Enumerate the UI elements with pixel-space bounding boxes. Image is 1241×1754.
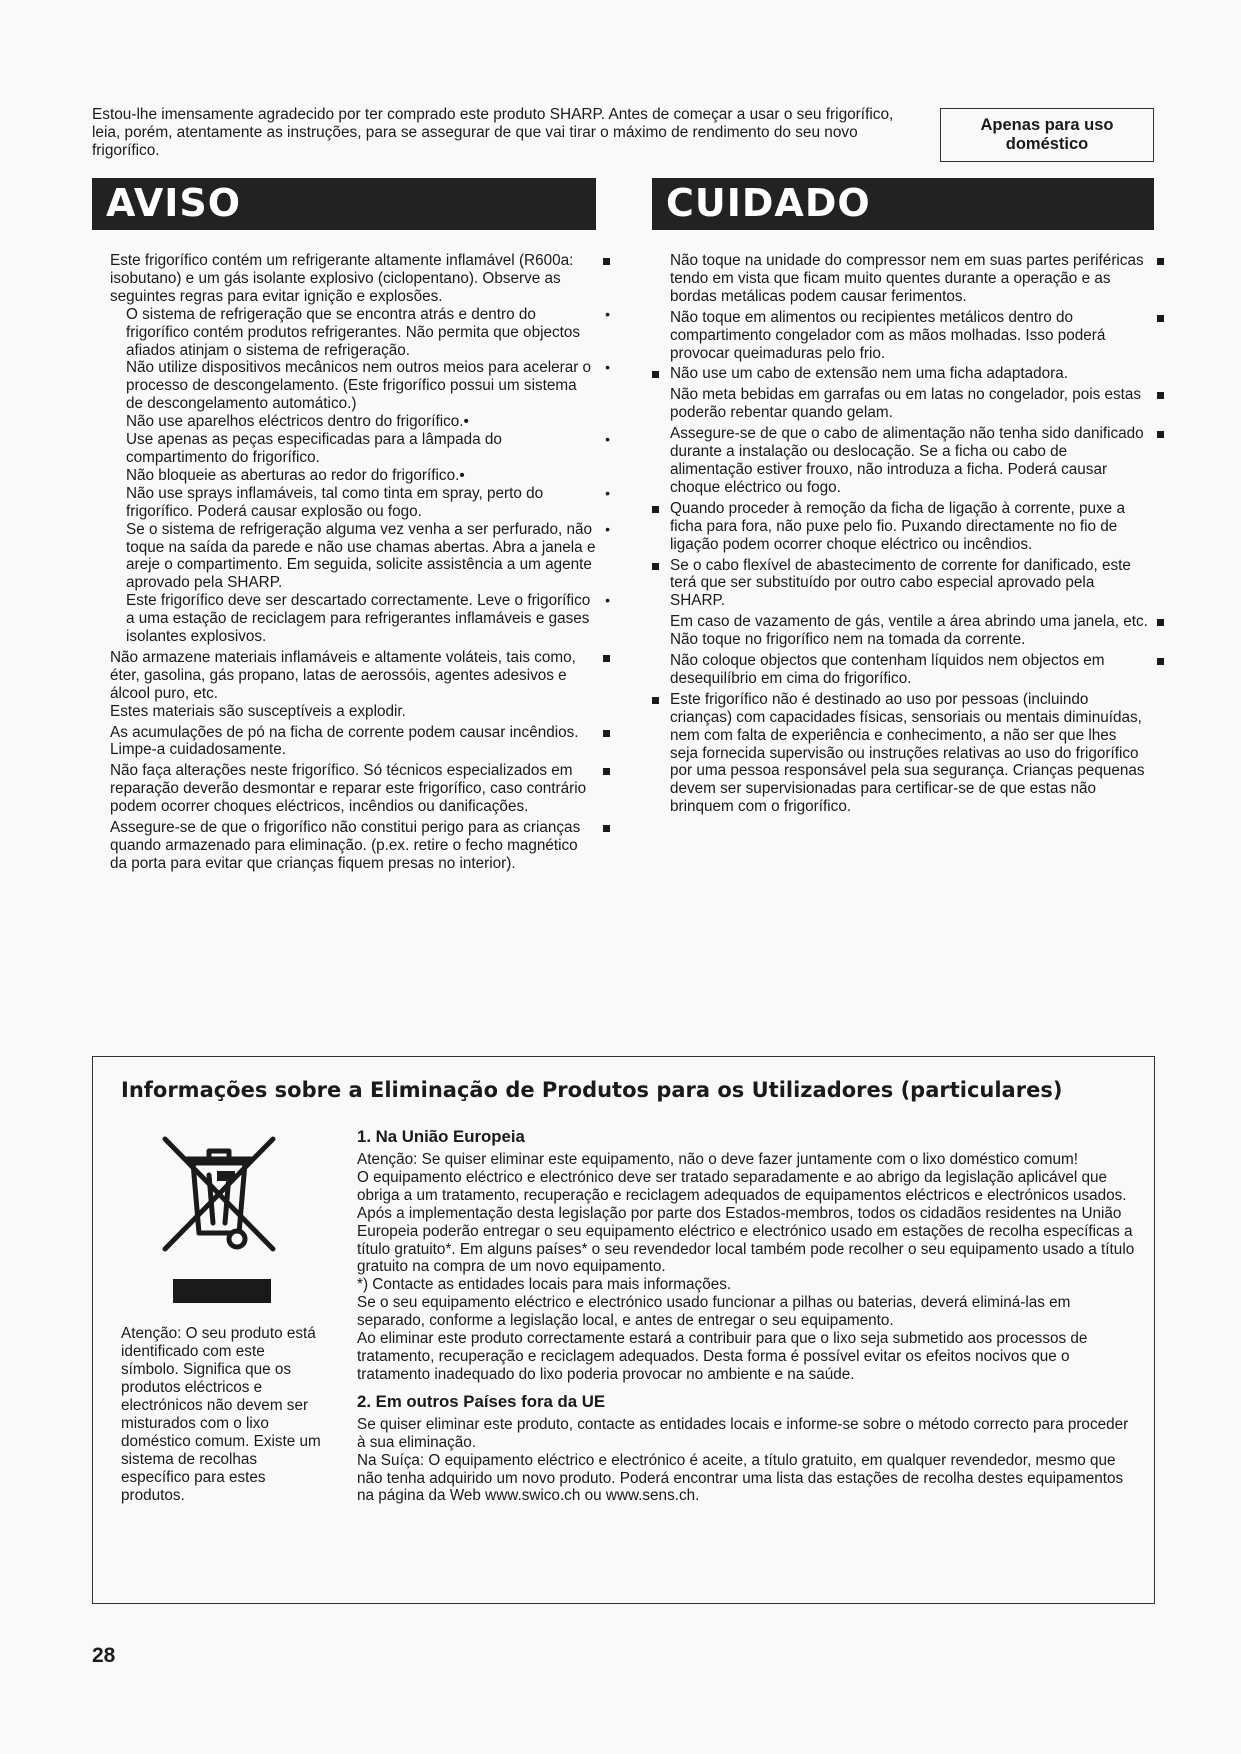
- cuidado-item: [640, 365, 1160, 383]
- cuidado-banner: CUIDADO: [652, 178, 1154, 230]
- aviso-item-text: Estes materiais são susceptíveis a explodir.: [110, 702, 406, 720]
- aviso-item: [110, 592, 610, 646]
- cuidado-item-text: Não toque na unidade do compressor nem em suas partes periféricas tendo em vista que ficam muito quentes durante a operação e as bordas metálicas podem causar ferimentos.: [670, 252, 1144, 305]
- page-number: 28: [92, 1644, 116, 1667]
- square-bullet-icon: [603, 655, 610, 662]
- aviso-item-text: Não bloqueie as aberturas ao redor do frigorífico.•: [126, 466, 465, 484]
- aviso-item-text: Use apenas as peças especificadas para a lâmpada do compartimento do frigorífico.: [126, 431, 502, 466]
- aviso-item-text: Este frigorífico contém um refrigerante altamente inflamável (R600a: isobutano) e um gás isolante explosivo (ciclopentano). Observe as seguintes regras para evitar ignição e explosões.: [110, 252, 574, 305]
- aviso-item-text: Assegure-se de que o frigorífico não constitui perigo para as crianças quando armazenado para eliminação. (p.ex. retire o fecho magnético da porta para evitar que crianças fiquem presas no interior).: [110, 819, 581, 872]
- aviso-item: [110, 431, 610, 467]
- square-bullet-icon: [603, 768, 610, 775]
- dot-bullet-icon: •: [605, 520, 610, 537]
- aviso-item: [110, 467, 610, 485]
- cuidado-list: [640, 252, 1160, 816]
- aviso-item-text: Não faça alterações neste frigorífico. Só técnicos especializados em reparação deverão desmontar e reparar este frigorífico, caso contrário podem ocorrer choques eléctricos, incêndios ou danificações.: [110, 762, 587, 816]
- cuidado-item: [640, 652, 1160, 688]
- aviso-item: [110, 306, 610, 360]
- aviso-item: [110, 521, 610, 593]
- intro-text: Estou-lhe imensamente agradecido por ter comprado este produto SHARP. Antes de começar a usar o seu frigorífico, leia, porém, atentamente as instruções, para se assegurar de que vai tirar o máximo de rendimento do seu novo frigorífico.: [92, 106, 894, 159]
- square-bullet-icon: [1157, 258, 1164, 265]
- section-paragraph: Se o seu equipamento eléctrico e electrónico usado funcionar a pilhas ou baterias, deverá eliminá-las em separado, conforme a legislação local, e antes de entregar o seu equipamento.: [357, 1294, 1071, 1330]
- cuidado-item: [640, 613, 1160, 649]
- cuidado-item-text: Este frigorífico não é destinado ao uso por pessoas (incluindo crianças) com capacidades físicas, sensoriais ou mentais diminuídas, nem com falta de experiência e conhecimento, a não ser que lhes seja fornecida supervisão ou instruções relativas ao uso do frigorífico por uma pessoa responsável pela sua segurança. Crianças pequenas devem ser supervisionadas para certificar-se de que estas não brinquem com o frigorífico.: [670, 690, 1145, 816]
- cuidado-item-text: Se o cabo flexível de abastecimento de corrente for danificado, este terá que ser substituído por outro cabo especial aprovado pela SHARP.: [670, 556, 1131, 610]
- aviso-item: [110, 252, 610, 306]
- cuidado-item-text: Em caso de vazamento de gás, ventile a área abrindo uma janela, etc. Não toque no frigorífico nem na tomada da corrente.: [670, 613, 1148, 649]
- cuidado-item: [640, 425, 1160, 497]
- domestic-use-label: Apenas para uso doméstico: [940, 108, 1154, 162]
- aviso-item: [110, 819, 610, 873]
- aviso-item: [110, 724, 610, 760]
- symbol-bar: [173, 1279, 271, 1303]
- cuidado-item-text: Não use um cabo de extensão nem uma ficha adaptadora.: [670, 365, 1068, 383]
- section-paragraph: Ao eliminar este produto correctamente estará a contribuir para que o lixo seja submetido aos processos de tratamento, recuperação e reciclagem adequados. Desta forma é possível evitar os efeitos nocivos que o tratamento inadequado do lixo poderia provocar no ambiente e na saúde.: [357, 1330, 1088, 1383]
- square-bullet-icon: [1157, 392, 1164, 399]
- disposal-title: Informações sobre a Eliminação de Produtos para os Utilizadores (particulares): [121, 1078, 1063, 1102]
- cuidado-item: [640, 557, 1160, 611]
- aviso-item: [110, 413, 610, 431]
- cuidado-item-text: Não toque em alimentos ou recipientes metálicos dentro do compartimento congelador com as mãos molhadas. Isso poderá provocar queimaduras pelo frio.: [670, 308, 1106, 362]
- square-bullet-icon: [652, 506, 659, 513]
- cuidado-item: [640, 309, 1160, 363]
- aviso-item-text: Não armazene materiais inflamáveis e altamente voláteis, tais como, éter, gasolina, gás propano, latas de aerossóis, agentes adesivos e álcool puro, etc.: [110, 648, 576, 702]
- section-paragraph: *) Contacte as entidades locais para mais informações.: [357, 1276, 732, 1294]
- cuidado-item: [640, 500, 1160, 554]
- aviso-item-text: O sistema de refrigeração que se encontra atrás e dentro do frigorífico contém produtos refrigerantes. Não permita que objectos afiados atinjam o sistema de refrigeração.: [126, 305, 581, 359]
- cuidado-item: [640, 252, 1160, 306]
- aviso-item-text: Não utilize dispositivos mecânicos nem outros meios para acelerar o processo de descongelamento. (Este frigorífico possui um sistema de descongelamento automático.): [126, 359, 592, 413]
- square-bullet-icon: [603, 730, 610, 737]
- section-paragraph: O equipamento eléctrico e electrónico deve ser tratado separadamente e ao abrigo da legislação aplicável que obriga a um tratamento, recuperação e reciclagem adequados de equipamentos eléctricos e electrónicos usados.: [357, 1168, 1127, 1204]
- aviso-item-text: Não use aparelhos eléctricos dentro do frigorífico.•: [126, 413, 469, 431]
- aviso-item: [110, 762, 610, 816]
- aviso-item-text: Este frigorífico deve ser descartado correctamente. Leve o frigorífico a uma estação de reciclagem para refrigerantes inflamáveis e gases isolantes explosivos.: [126, 592, 591, 646]
- dot-bullet-icon: •: [605, 484, 610, 501]
- cuidado-item: [640, 691, 1160, 816]
- square-bullet-icon: [603, 258, 610, 265]
- cuidado-item-text: Não coloque objectos que contenham líquidos nem objectos em desequilíbrio em cima do frigorífico.: [670, 652, 1105, 687]
- square-bullet-icon: [652, 697, 659, 704]
- square-bullet-icon: [603, 825, 610, 832]
- section-heading: 2. Em outros Países fora da UE: [357, 1391, 606, 1411]
- dot-bullet-icon: •: [605, 431, 610, 448]
- cuidado-item-text: Quando proceder à remoção da ficha de ligação à corrente, puxe a ficha para fora, não puxe pelo fio. Puxando directamente no fio de ligação podem ocorrer choque eléctrico ou incêndios.: [670, 499, 1125, 553]
- square-bullet-icon: [1157, 658, 1164, 665]
- dot-bullet-icon: •: [605, 305, 610, 322]
- cuidado-item: [640, 386, 1160, 422]
- disposal-info-box: [92, 1056, 1155, 1604]
- square-bullet-icon: [1157, 431, 1164, 438]
- dot-bullet-icon: •: [605, 359, 610, 376]
- section-paragraph: Se quiser eliminar este produto, contacte as entidades locais e informe-se sobre o método correcto para proceder à sua eliminação.: [357, 1415, 1129, 1451]
- aviso-item: [110, 649, 610, 703]
- aviso-item: [110, 485, 610, 521]
- aviso-item-text: As acumulações de pó na ficha de corrente podem causar incêndios. Limpe-a cuidadosamente.: [110, 723, 579, 759]
- aviso-item: [110, 703, 610, 721]
- section-heading: 1. Na União Europeia: [357, 1127, 525, 1146]
- symbol-note: Atenção: O seu produto está identificado com este símbolo. Significa que os produtos eléctricos e electrónicos não devem ser misturados com o lixo doméstico comum. Existe um sistema de recolhas específico para estes produtos.: [121, 1325, 321, 1504]
- square-bullet-icon: [1157, 315, 1164, 322]
- section-paragraph: Após a implementação desta legislação por parte dos Estados-membros, todos os cidadãos residentes na União Europeia poderão entregar o seu equipamento eléctrico e electrónico usado em estações de recolha específicas a título gratuito*. Em alguns países* o seu revendedor local também pode recolher o seu equipamento usado a título gratuito na compra de um novo equipamento.: [357, 1204, 1135, 1276]
- square-bullet-icon: [652, 371, 659, 378]
- square-bullet-icon: [652, 563, 659, 570]
- aviso-item: [110, 359, 610, 413]
- section-paragraph: Na Suíça: O equipamento eléctrico e electrónico é aceite, a título gratuito, em qualquer revendedor, mesmo que não tenha adquirido um novo produto. Poderá encontrar uma lista das estações de recolha destes equipamentos na página da Web www.swico.ch ou www.sens.ch.: [357, 1451, 1124, 1505]
- crossed-bin-icon: [159, 1133, 279, 1255]
- aviso-item-text: Não use sprays inflamáveis, tal como tinta em spray, perto do frigorífico. Poderá causar explosão ou fogo.: [126, 484, 544, 520]
- cuidado-item-text: Não meta bebidas em garrafas ou em latas no congelador, pois estas poderão rebentar quando gelam.: [670, 386, 1142, 422]
- section-paragraph: Atenção: Se quiser eliminar este equipamento, não o deve fazer juntamente com o lixo doméstico comum!: [357, 1151, 1079, 1168]
- aviso-item-text: Se o sistema de refrigeração alguma vez venha a ser perfurado, não toque na saída da parede e não use chamas abertas. Abra a janela e areje o compartimento. Em seguida, solicite assistência a um agente aprovado pela SHARP.: [126, 520, 596, 592]
- aviso-banner: AVISO: [92, 178, 596, 230]
- aviso-list: [110, 252, 610, 873]
- cuidado-item-text: Assegure-se de que o cabo de alimentação não tenha sido danificado durante a instalação ou deslocação. Se a ficha ou cabo de alimentação estiver frouxo, não introduza a ficha. Poderá causar choque eléctrico ou fogo.: [670, 425, 1144, 496]
- disposal-sections: [357, 1127, 1137, 1505]
- square-bullet-icon: [1157, 619, 1164, 626]
- dot-bullet-icon: •: [605, 592, 610, 609]
